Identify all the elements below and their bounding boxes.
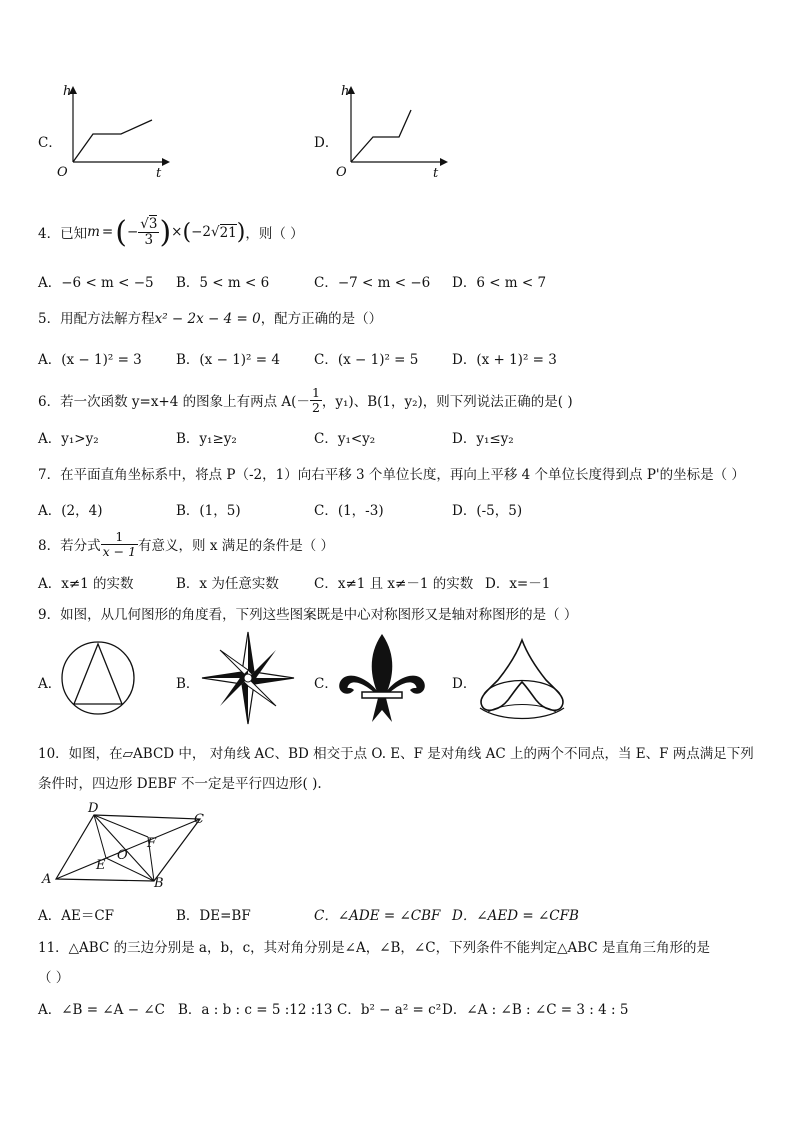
q8-frac-num: 1 [101, 530, 138, 544]
q10-stem-line1: 10．如图，在▱ABCD 中， 对角线 AC、BD 相交于点 O. E、F 是对角线 AC 上的两个不同点，当 E、F 两点满足下列 [38, 746, 754, 762]
q4-option-a: A．−6 < m < −5 [38, 275, 154, 291]
q5-option-b: B．(x − 1)² = 4 [176, 352, 280, 368]
q10-point-c: C [194, 812, 204, 827]
q9-compass-star-figure [202, 632, 294, 724]
q9-label-d: D． [452, 676, 477, 692]
q6-prefix: 6．若一次函数 y=x+4 的图象上有两点 A(－ [38, 394, 310, 410]
q6-stem [38, 380, 573, 420]
q9-stem: 9．如图，从几何图形的角度看，下列这些图案既是中心对称图形又是轴对称图形的是（ ） [38, 607, 578, 623]
q9-label-a: A． [38, 676, 62, 692]
q6-option-a: A．y₁>y₂ [38, 431, 99, 447]
q10-option-c: C．∠ADE = ∠CBF [314, 908, 441, 924]
q10-point-o: O [117, 848, 128, 863]
q3-d-origin: O [336, 165, 347, 180]
q7-option-c: C．(1，-3) [314, 503, 384, 519]
q11-option-b: B．a : b : c = 5 :12 :13 [178, 1002, 333, 1018]
q4-coef: −2 [191, 224, 211, 240]
q3-c-axis-t: t [156, 166, 162, 181]
q3-option-d-label: D． [314, 135, 339, 151]
q7-stem: 7．在平面直角坐标系中，将点 P（-2，1）向右平移 3 个单位长度，再向上平移 4 个单位长度得到点 P'的坐标是（ ） [38, 467, 745, 483]
q10-point-b: B [154, 876, 164, 891]
q10-stem-line2: 条件时，四边形 DEBF 不一定是平行四边形( ). [38, 776, 322, 792]
q10-point-d: D [88, 801, 99, 816]
q7-option-d: D．(-5，5) [452, 503, 523, 519]
q11-option-d: D．∠A : ∠B : ∠C = 3 : 4 : 5 [442, 1002, 629, 1018]
q8-option-d: D．x=－1 [485, 576, 551, 592]
q4-paren2-close: ) [236, 219, 246, 245]
q4-stem [38, 210, 304, 254]
q4-prefix: 4．已知 [38, 226, 88, 242]
q10-point-a: A [42, 872, 52, 887]
q6-suffix: ，y₁)、B(1，y₂)，则下列说法正确的是( ) [321, 394, 573, 410]
q8-option-c: C．x≠1 且 x≠－1 的实数 [314, 576, 474, 592]
q5-stem [38, 307, 382, 327]
sqrt-icon: √ [140, 216, 149, 233]
q4-minus: − [126, 224, 139, 240]
q6-frac-den: 2 [311, 399, 320, 415]
q9-label-c: C． [314, 676, 338, 692]
q3-c-axis-h: h [63, 84, 72, 99]
q3-option-c-label: C． [38, 135, 62, 151]
q7-option-a: A．(2，4) [38, 503, 103, 519]
q10-option-a: A．AE＝CF [38, 908, 115, 924]
q4-option-b: B．5 < m < 6 [176, 275, 270, 291]
q5-option-a: A．(x − 1)² = 3 [38, 352, 142, 368]
q8-stem [38, 523, 334, 565]
q10-parallelogram-diagram [38, 803, 218, 893]
q8-prefix: 8．若分式 [38, 538, 101, 554]
q10-option-d: D．∠AED = ∠CFB [452, 908, 579, 924]
q4-sqrt21: 21 [219, 224, 237, 241]
q10-point-e: E [96, 858, 106, 873]
q5-option-d: D．(x + 1)² = 3 [452, 352, 557, 368]
q5-equation: x² − 2x − 4 = 0 [154, 311, 261, 327]
q4-option-c: C．−7 < m < −6 [314, 275, 431, 291]
q11-option-c: C．b² − a² = c² [337, 1002, 442, 1018]
q3-d-axis-t: t [433, 166, 439, 181]
q11-stem-line1: 11．△ABC 的三边分别是 a，b，c，其对角分别是∠A，∠B，∠C，下列条件不能判定△ABC 是直角三角形的是 [38, 940, 710, 956]
q9-label-b: B． [176, 676, 200, 692]
q6-option-b: B．y₁≥y₂ [176, 431, 237, 447]
q4-paren-open: ( [115, 214, 127, 250]
q8-suffix: 有意义，则 x 满足的条件是（ ） [138, 538, 335, 554]
q9-fleur-de-lis-figure [336, 632, 428, 724]
q4-sqrt3: 3 [148, 216, 158, 233]
q11-stem-line2: （ ） [38, 970, 70, 986]
q3-c-origin: O [57, 165, 68, 180]
q7-option-b: B．(1，5) [176, 503, 241, 519]
q8-fraction [101, 530, 138, 557]
q6-option-c: C．y₁<y₂ [314, 431, 376, 447]
q4-var-m: m [87, 224, 100, 240]
q8-option-b: B．x 为任意实数 [176, 576, 279, 592]
q4-paren2-open: ( [182, 219, 192, 245]
q3-d-axis-h: h [341, 84, 350, 99]
q5-prefix: 5．用配方法解方程 [38, 311, 155, 327]
q8-option-a: A．x≠1 的实数 [38, 576, 134, 592]
sqrt-icon: √ [210, 224, 220, 240]
q6-option-d: D．y₁≤y₂ [452, 431, 514, 447]
q8-frac-den: x − 1 [102, 543, 137, 559]
q9-circle-triangle-figure [60, 640, 136, 716]
q4-times: × [171, 224, 183, 240]
q6-frac-num: 1 [311, 385, 320, 401]
q4-fraction [138, 217, 159, 246]
q10-option-b: B．DE=BF [176, 908, 251, 924]
q5-suffix: ，配方正确的是（） [260, 311, 383, 327]
q5-option-c: C．(x − 1)² = 5 [314, 352, 419, 368]
q6-fraction [310, 386, 322, 413]
q4-equals: = [101, 224, 114, 240]
q4-paren-close: ) [159, 214, 172, 250]
q4-option-d: D．6 < m < 7 [452, 275, 547, 291]
q4-suffix: ，则（ ） [245, 226, 304, 242]
q10-point-f: F [147, 836, 157, 851]
q11-option-a: A．∠B = ∠A − ∠C [38, 1002, 165, 1018]
q4-denom: 3 [144, 231, 154, 248]
q9-ornament-figure [474, 636, 570, 720]
